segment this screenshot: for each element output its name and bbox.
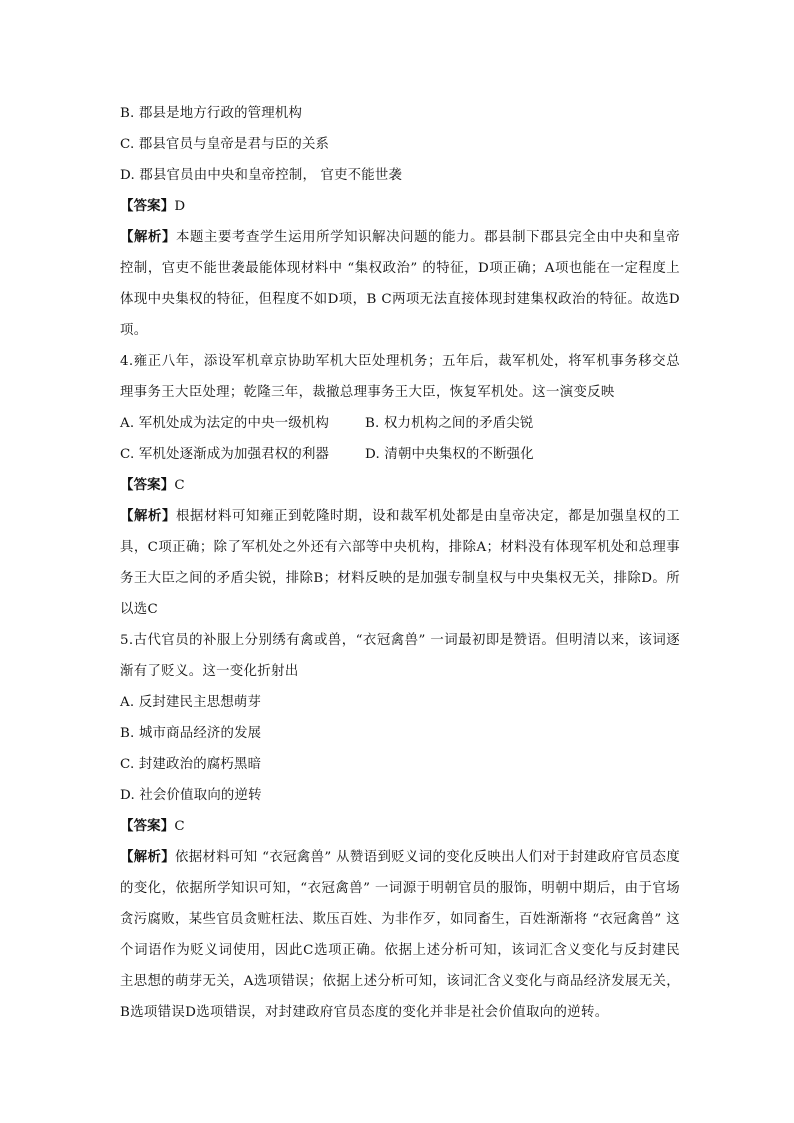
analysis-text: 根据材料可知雍正到乾隆时期，设和裁军机处都是由皇帝决定，都是加强皇权的工具，C项正确；除了军机处之外还有六部等中央机构，排除A；材料没有体现军机处和总理事务王大臣之间的矛盾尖锐，排除B；材料反映的是加强专制皇权与中央集权无关，排除D。所以选C xyxy=(120,509,680,617)
analysis-tag: 【解析】 xyxy=(120,849,176,865)
q4-option-b: B. 权力机构之间的矛盾尖锐 xyxy=(365,416,534,431)
q4-options-row-2 xyxy=(120,439,680,470)
q4-option-c: C. 军机处逐渐成为加强君权的利器 xyxy=(120,447,330,462)
q5-option-d: D. 社会价值取向的逆转 xyxy=(120,788,262,803)
q3-answer xyxy=(120,191,680,222)
answer-tag: 【答案】 xyxy=(120,818,175,834)
answer-tag: 【答案】 xyxy=(120,477,175,493)
q4-answer xyxy=(120,470,680,501)
q4-analysis xyxy=(120,501,680,625)
answer-value: D xyxy=(174,199,186,214)
analysis-text: 依据材料可知 “衣冠禽兽” 从赞语到贬义词的变化反映出人们对于封建政府官员态度的变化，依据所学知识可知，“衣冠禽兽” 一词源于明朝官员的服饰，明朝中期后，由于官场贪污腐败，某些官员贪赃枉法、欺压百姓、为非作歹，如同畜生，百姓渐渐将 “衣冠禽兽” 这个词语作为贬义词使用，因此C选项正确。依据上述分析可知，该词汇含义变化与反封建民主思想的萌芽无关，A选项错误；依据上述分析可知，该词汇含义变化与商品经济发展无关，B选项错误D选项错误，对封建政府官员态度的变化并非是社会价值取向的逆转。 xyxy=(120,850,680,1020)
q4-option-d: D. 清朝中央集权的不断强化 xyxy=(365,447,534,462)
q5-option-c: C. 封建政治的腐朽黑暗 xyxy=(120,757,262,772)
q5-option-b: B. 城市商品经济的发展 xyxy=(120,726,262,741)
q5-stem: 5.古代官员的补服上分别绣有禽或兽，“衣冠禽兽” 一词最初即是赞语。但明清以来，该词逐渐有了贬义。这一变化折射出 xyxy=(120,633,680,679)
answer-value: C xyxy=(174,478,185,493)
q3-option-d: D. 郡县官员由中央和皇帝控制， 官吏不能世袭 xyxy=(120,168,403,183)
q5-answer xyxy=(120,811,680,842)
q3-option-c: C. 郡县官员与皇帝是君与臣的关系 xyxy=(120,137,330,152)
analysis-tag: 【解析】 xyxy=(120,508,177,524)
answer-value: C xyxy=(174,819,185,834)
q3-analysis xyxy=(120,222,680,346)
q5-option-a: A. 反封建民主思想萌芽 xyxy=(120,695,262,710)
q4-stem: 4.雍正八年，添设军机章京协助军机大臣处理机务；五年后，裁军机处，将军机事务移交总理事务王大臣处理；乾隆三年，裁撤总理事务王大臣，恢复军机处。这一演变反映 xyxy=(120,354,680,400)
q4-options-row-1 xyxy=(120,408,680,439)
answer-tag: 【答案】 xyxy=(120,198,175,214)
document-page xyxy=(120,98,680,1028)
q4-option-a: A. 军机处成为法定的中央一级机构 xyxy=(120,416,330,431)
q3-option-b: B. 郡县是地方行政的管理机构 xyxy=(120,106,303,121)
analysis-text: 本题主要考查学生运用所学知识解决问题的能力。郡县制下郡县完全由中央和皇帝控制，官吏不能世袭最能体现材料中 “集权政治” 的特征，D项正确；A项也能在一定程度上体现中央集权的特征，但程度不如D项，B C两项无法直接体现封建集权政治的特征。故选D项。 xyxy=(120,230,680,338)
analysis-tag: 【解析】 xyxy=(120,229,177,245)
q5-analysis xyxy=(120,842,680,1028)
